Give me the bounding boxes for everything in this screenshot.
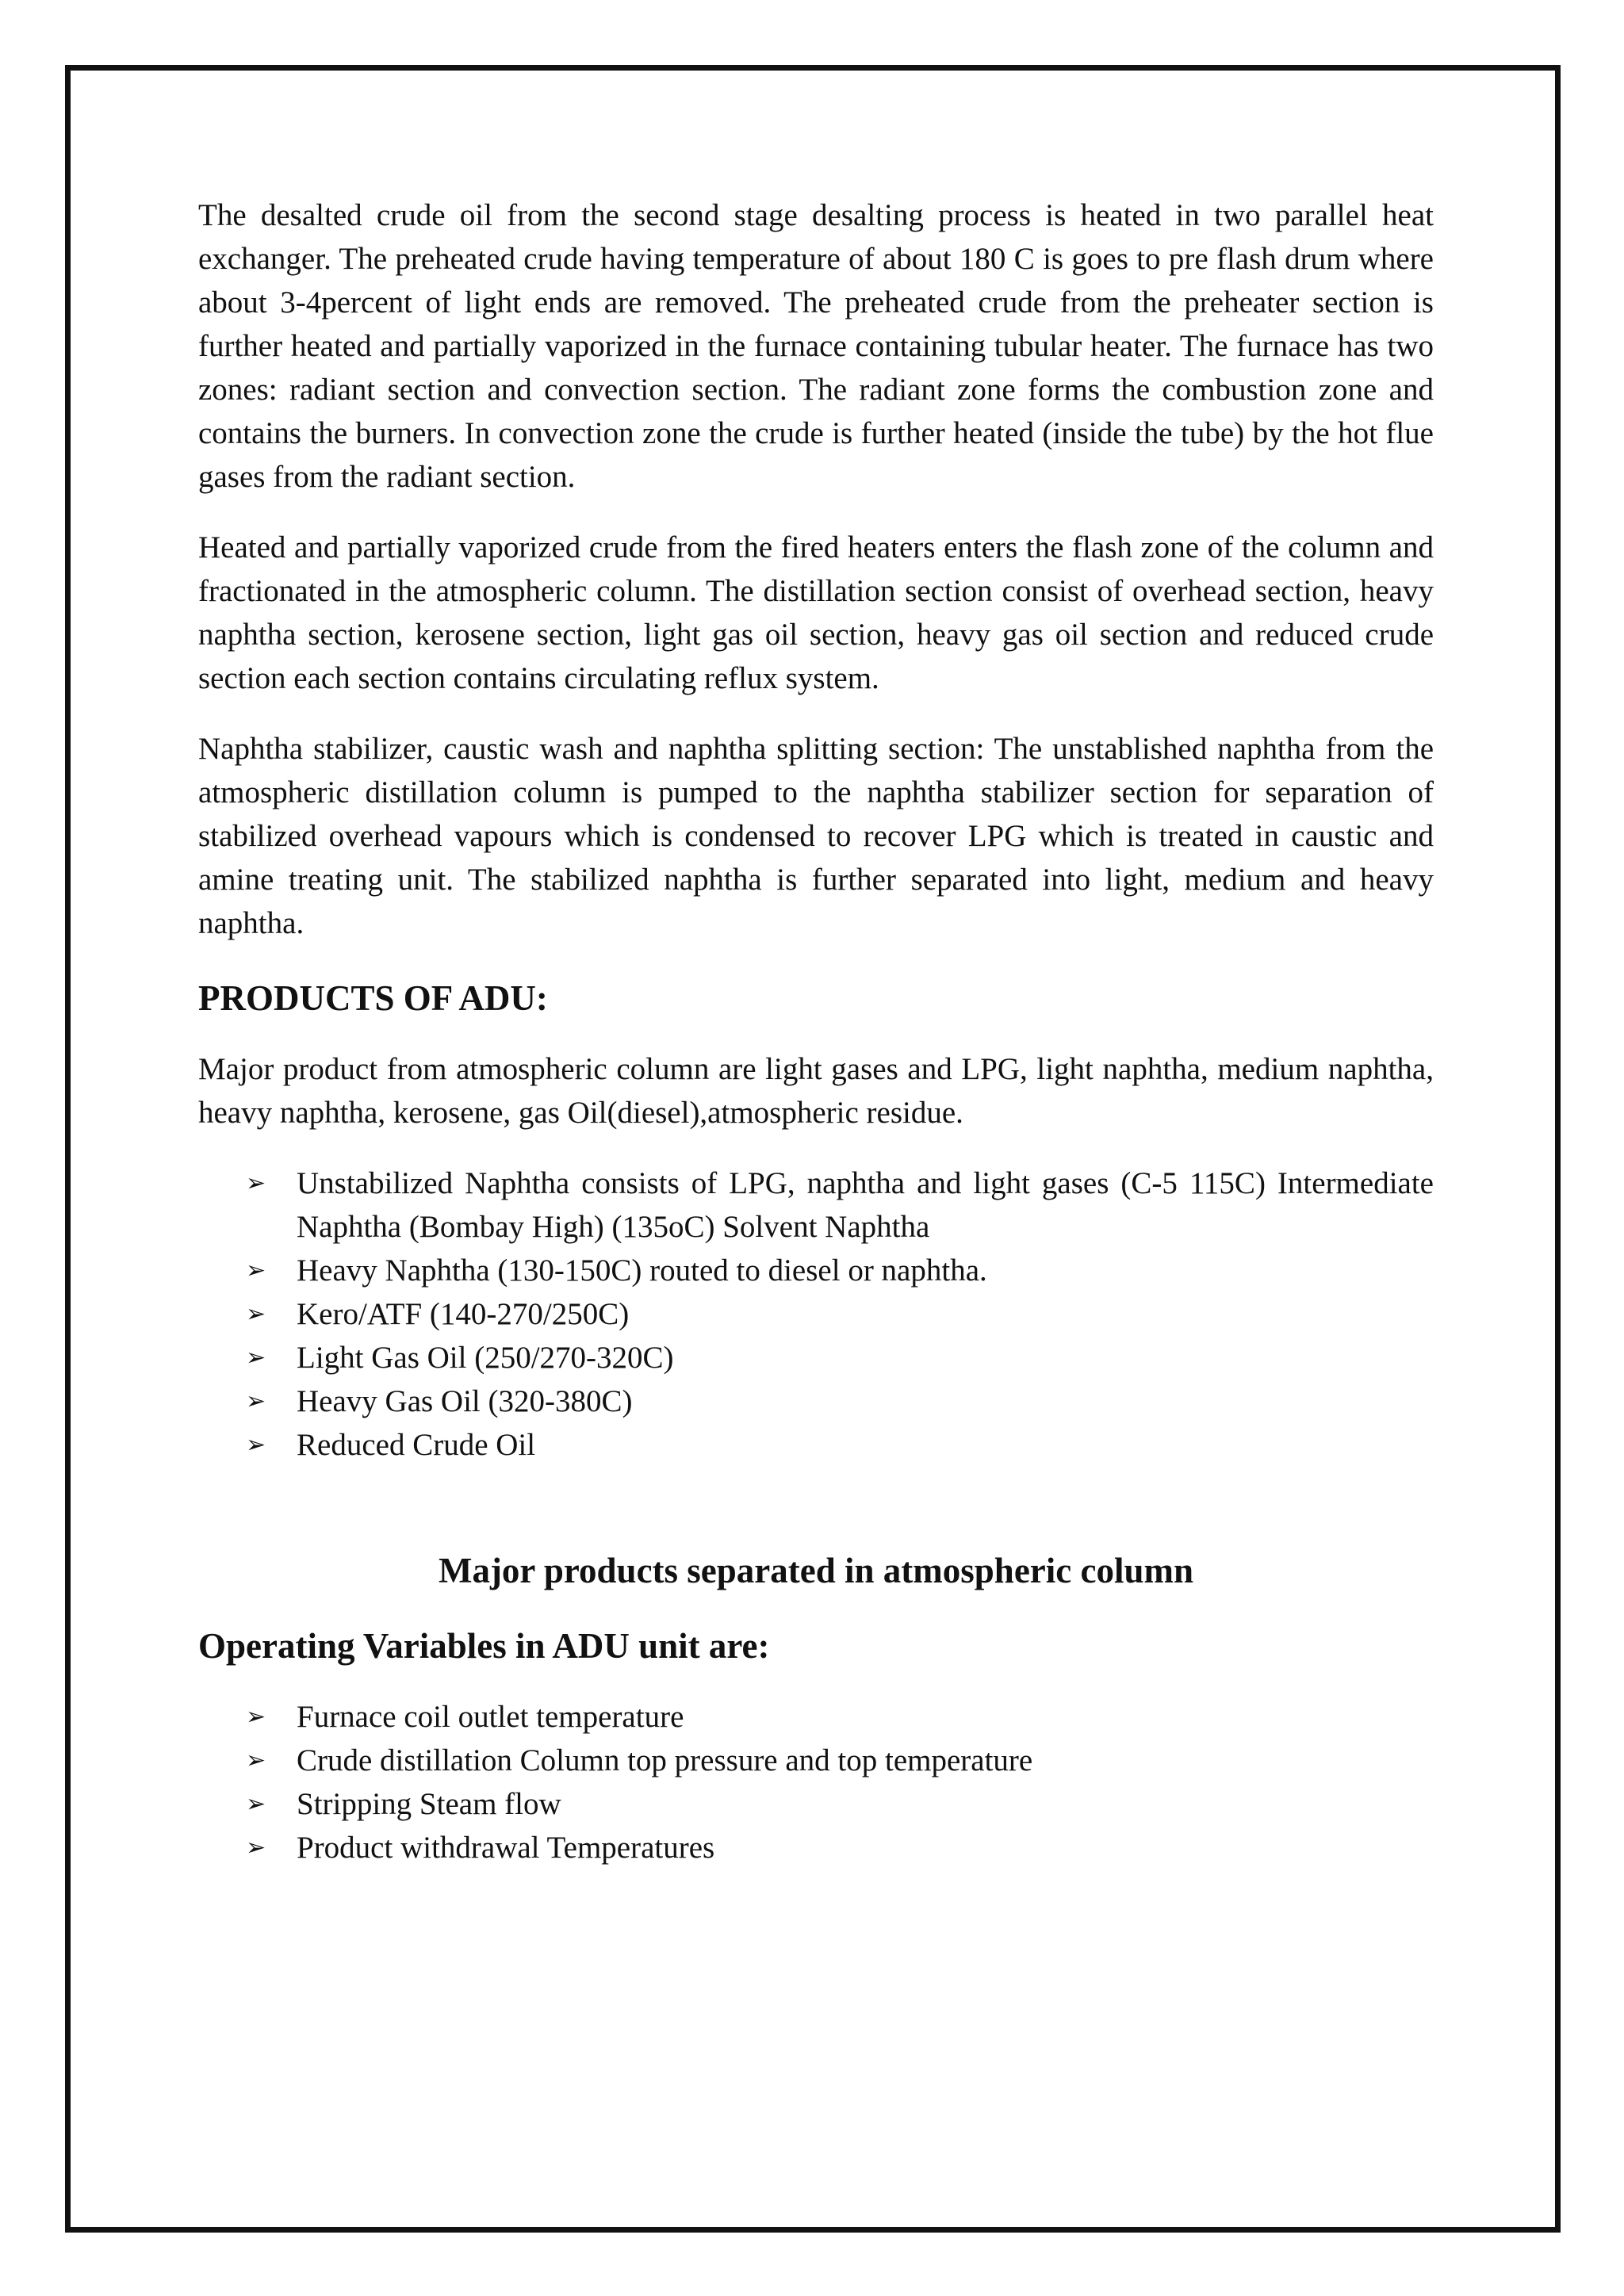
- paragraph-naphtha-stabilizer: Naphtha stabilizer, caustic wash and naphtha splitting section: The unstablished naphtha from the atmospheric distillation column is pumped to the naphtha stabilizer section for separation of stabilized overhead vapours which is condensed to recover LPG which is treated in caustic and amine treating unit. The stabilized naphtha is further separated into light, medium and heavy naphtha.: [198, 732, 1434, 940]
- list-item: [246, 1695, 1434, 1739]
- list-item: [246, 1782, 1434, 1826]
- arrow-bullet-icon: ➢: [246, 1169, 266, 1197]
- arrow-bullet-icon: ➢: [246, 1300, 266, 1328]
- list-item: [246, 1292, 1434, 1336]
- arrow-bullet-icon: ➢: [246, 1387, 266, 1415]
- list-item-text: Heavy Naphtha (130-150C) routed to diesel or naphtha.: [297, 1253, 987, 1288]
- list-item: [246, 1423, 1434, 1467]
- paragraph-desalted-crude: The desalted crude oil from the second stage desalting process is heated in two parallel heat exchanger. The preheated crude having temperature of about 180 C is goes to pre flash drum where about 3-4percent of light ends are removed. The preheated crude from the preheater section is further heated and partially vaporized in the furnace containing tubular heater. The furnace has two zones: radiant section and convection section. The radiant zone forms the combustion zone and contains the burners. In convection zone the crude is further heated (inside the tube) by the hot flue gases from the radiant section.: [198, 198, 1434, 494]
- arrow-bullet-icon: ➢: [246, 1344, 266, 1372]
- arrow-bullet-icon: ➢: [246, 1834, 266, 1862]
- list-item: [246, 1249, 1434, 1292]
- list-item-text: Unstabilized Naphtha consists of LPG, naphtha and light gases (C-5 115C) Intermediate Naphtha (Bombay High) (135oC) Solvent Naphtha: [297, 1166, 1434, 1244]
- paragraph-fractionation: Heated and partially vaporized crude from the fired heaters enters the flash zone of the column and fractionated in the atmospheric column. The distillation section consist of overhead section, heavy naphtha section, kerosene section, light gas oil section, heavy gas oil section and reduced crude section each section contains circulating reflux system.: [198, 530, 1434, 695]
- operating-variables-heading: Operating Variables in ADU unit are:: [198, 1626, 770, 1666]
- arrow-bullet-icon: ➢: [246, 1257, 266, 1284]
- operating-variables-list: [198, 1695, 1434, 1869]
- list-item-text: Stripping Steam flow: [297, 1787, 561, 1821]
- arrow-bullet-icon: ➢: [246, 1747, 266, 1774]
- spacer: [198, 1494, 1434, 1525]
- list-item-text: Light Gas Oil (250/270-320C): [297, 1341, 674, 1375]
- list-item-text: Product withdrawal Temperatures: [297, 1831, 715, 1865]
- list-item: [246, 1826, 1434, 1869]
- products-heading: PRODUCTS OF ADU:: [198, 978, 548, 1018]
- products-list: [198, 1161, 1434, 1467]
- arrow-bullet-icon: ➢: [246, 1431, 266, 1459]
- figure-caption: Major products separated in atmospheric column: [438, 1551, 1194, 1590]
- document-body: [198, 193, 1434, 1896]
- list-item-text: Heavy Gas Oil (320-380C): [297, 1384, 633, 1418]
- list-item: [246, 1161, 1434, 1249]
- products-intro: Major product from atmospheric column are light gases and LPG, light naphtha, medium naphtha, heavy naphtha, kerosene, gas Oil(diesel),atmospheric residue.: [198, 1052, 1434, 1130]
- arrow-bullet-icon: ➢: [246, 1790, 266, 1818]
- list-item: [246, 1380, 1434, 1423]
- list-item-text: Furnace coil outlet temperature: [297, 1700, 684, 1734]
- list-item-text: Reduced Crude Oil: [297, 1428, 536, 1462]
- list-item: [246, 1336, 1434, 1380]
- list-item-text: Crude distillation Column top pressure and top temperature: [297, 1743, 1033, 1777]
- arrow-bullet-icon: ➢: [246, 1703, 266, 1731]
- list-item: [246, 1739, 1434, 1782]
- list-item-text: Kero/ATF (140-270/250C): [297, 1297, 630, 1331]
